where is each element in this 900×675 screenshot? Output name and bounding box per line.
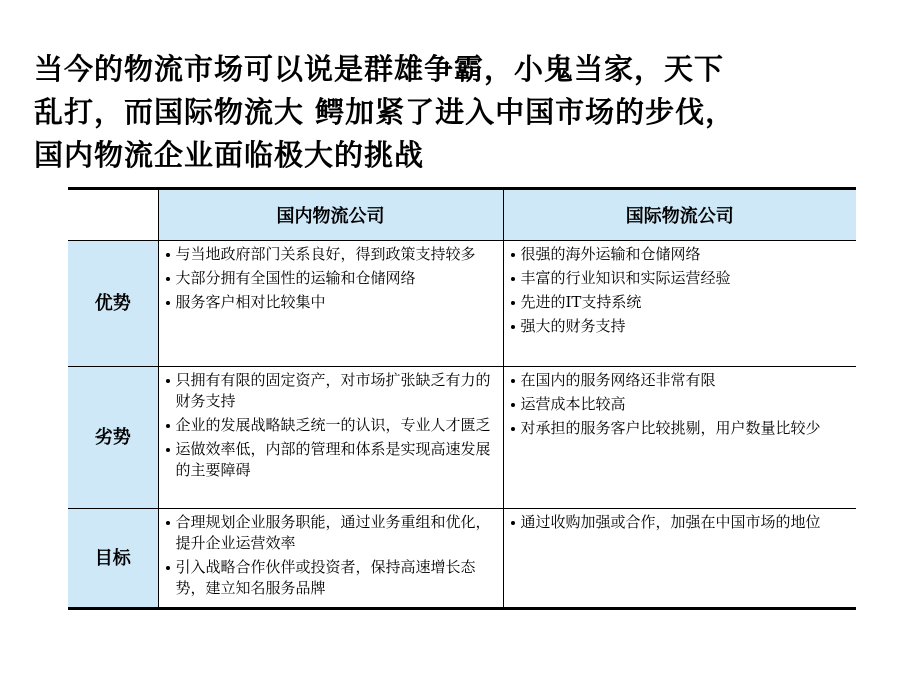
title-line-2: 乱打，而国际物流大 鳄加紧了进入中国市场的步伐， [34,95,736,129]
bullet-item: 服务客户相对比较集中 [165,292,499,313]
cell-disadvantages-international [503,367,856,509]
slide-title [34,48,864,177]
bullet-item: 丰富的行业知识和实际运营经验 [510,268,853,289]
row-label-advantages: 优势 [68,241,158,367]
bullet-item: 只拥有有限的固定资产，对市场扩张缺乏有力的财务支持 [165,370,499,412]
row-label-disadvantages: 劣势 [68,367,158,509]
table-header-row [68,189,856,241]
bullet-item: 合理规划企业服务职能，通过业务重组和优化，提升企业运营效率 [165,512,499,554]
table-row-goals [68,509,856,609]
bullet-item: 企业的发展战略缺乏统一的认识，专业人才匮乏 [165,415,499,436]
bullet-item: 在国内的服务网络还非常有限 [510,370,853,391]
header-international-logistics: 国际物流公司 [503,189,856,241]
header-corner-cell [68,189,158,241]
bullet-list [510,244,853,337]
title-line-1: 当今的物流市场可以说是群雄争霸，小鬼当家，天下 [34,52,725,86]
cell-advantages-domestic [158,241,503,367]
bullet-list [165,244,499,313]
row-label-goals: 目标 [68,509,158,609]
bullet-list [165,370,499,481]
bullet-item: 先进的IT支持系统 [510,292,853,313]
bullet-list [510,370,853,439]
bullet-item: 对承担的服务客户比较挑剔，用户数量比较少 [510,418,853,439]
bullet-item: 强大的财务支持 [510,316,853,337]
comparison-table [68,187,856,610]
bullet-item: 很强的海外运输和仓储网络 [510,244,853,265]
bullet-item: 运营成本比较高 [510,394,853,415]
bullet-item: 大部分拥有全国性的运输和仓储网络 [165,268,499,289]
cell-disadvantages-domestic [158,367,503,509]
bullet-list [165,512,499,599]
title-line-3: 国内物流企业面临极大的挑战 [34,138,425,172]
header-domestic-logistics: 国内物流公司 [158,189,503,241]
bullet-item: 引入战略合作伙伴或投资者，保持高速增长态势，建立知名服务品牌 [165,557,499,599]
bullet-list [510,512,853,533]
bullet-item: 通过收购加强或合作，加强在中国市场的地位 [510,512,853,533]
bullet-item: 运做效率低，内部的管理和体系是实现高速发展的主要障碍 [165,439,499,481]
cell-goals-international [503,509,856,609]
table-row-advantages [68,241,856,367]
bullet-item: 与当地政府部门关系良好，得到政策支持较多 [165,244,499,265]
cell-advantages-international [503,241,856,367]
table-row-disadvantages [68,367,856,509]
cell-goals-domestic [158,509,503,609]
